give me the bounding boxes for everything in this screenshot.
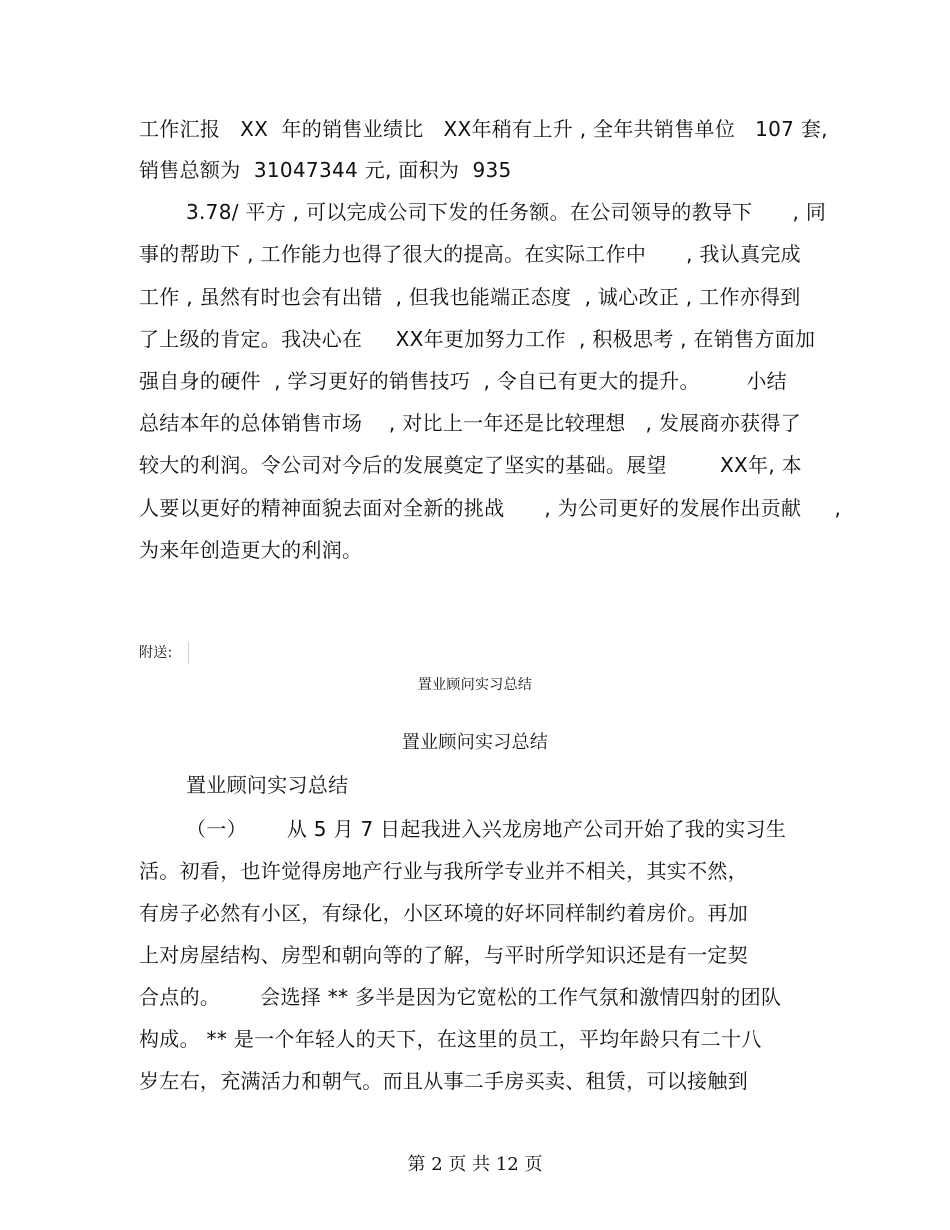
- paragraph1-line-8: 总结本年的总体销售市场 , 对比上一年还是比较理想 , 发展商亦获得了: [139, 411, 801, 435]
- divider: [188, 642, 189, 664]
- small-title: 置业顾问实习总结: [417, 677, 533, 693]
- paragraph2-line-4: 上对房屋结构、房型和朝向等的了解，与平时所学知识还是有一定契: [139, 943, 748, 967]
- section-title: 置业顾问实习总结: [186, 773, 349, 797]
- paragraph1-line-1: 工作汇报 XX 年的销售业绩比 XX年稍有上升 , 全年共销售单位 107 套,: [139, 117, 828, 141]
- paragraph2-line-5: 合点的。 会选择 ** 多半是因为它宽松的工作气氛和激情四射的团队: [139, 985, 782, 1009]
- paragraph2-line-7: 岁左右，充满活力和朝气。而且从事二手房买卖、租赁，可以接触到: [139, 1069, 748, 1093]
- paragraph2-line-2: 活。初看，也许觉得房地产行业与我所学专业并不相关，其实不然，: [139, 859, 748, 883]
- paragraph1-line-3: 3.78/ 平方 , 可以完成公司下发的任务额。在公司领导的教导下 , 同: [186, 200, 827, 224]
- main-title: 置业顾问实习总结: [401, 732, 549, 753]
- paragraph1-line-11: 为来年创造更大的利润。: [139, 538, 363, 562]
- paragraph1-line-10: 人要以更好的精神面貌去面对全新的挑战 , 为公司更好的发展作出贡献 ,: [139, 496, 842, 520]
- page-footer: 第 2 页 共 12 页: [407, 1154, 543, 1175]
- attachment-label: 附送:: [139, 645, 173, 661]
- paragraph1-line-2: 销售总额为 31047344 元, 面积为 935: [139, 158, 512, 182]
- paragraph2-line-3: 有房子必然有小区，有绿化，小区环境的好坏同样制约着房价。再加: [139, 901, 748, 925]
- paragraph2-line-1: （一） 从 5 月 7 日起我进入兴龙房地产公司开始了我的实习生: [186, 817, 787, 841]
- paragraph1-line-6: 了上级的肯定。我决心在 XX年更加努力工作 , 积极思考 , 在销售方面加: [139, 327, 816, 351]
- paragraph1-line-4: 事的帮助下 , 工作能力也得了很大的提高。在实际工作中 , 我认真完成: [139, 242, 801, 266]
- paragraph1-line-7: 强自身的硬件 , 学习更好的销售技巧 , 令自已有更大的提升。 小结: [139, 369, 787, 393]
- paragraph1-line-5: 工作 , 虽然有时也会有出错 , 但我也能端正态度 , 诚心改正 , 工作亦得到: [139, 285, 801, 309]
- paragraph2-line-6: 构成。 ** 是一个年轻人的天下，在这里的员工，平均年龄只有二十八: [139, 1027, 762, 1051]
- paragraph1-line-9: 较大的利润。令公司对今后的发展奠定了坚实的基础。展望 XX年, 本: [139, 453, 802, 477]
